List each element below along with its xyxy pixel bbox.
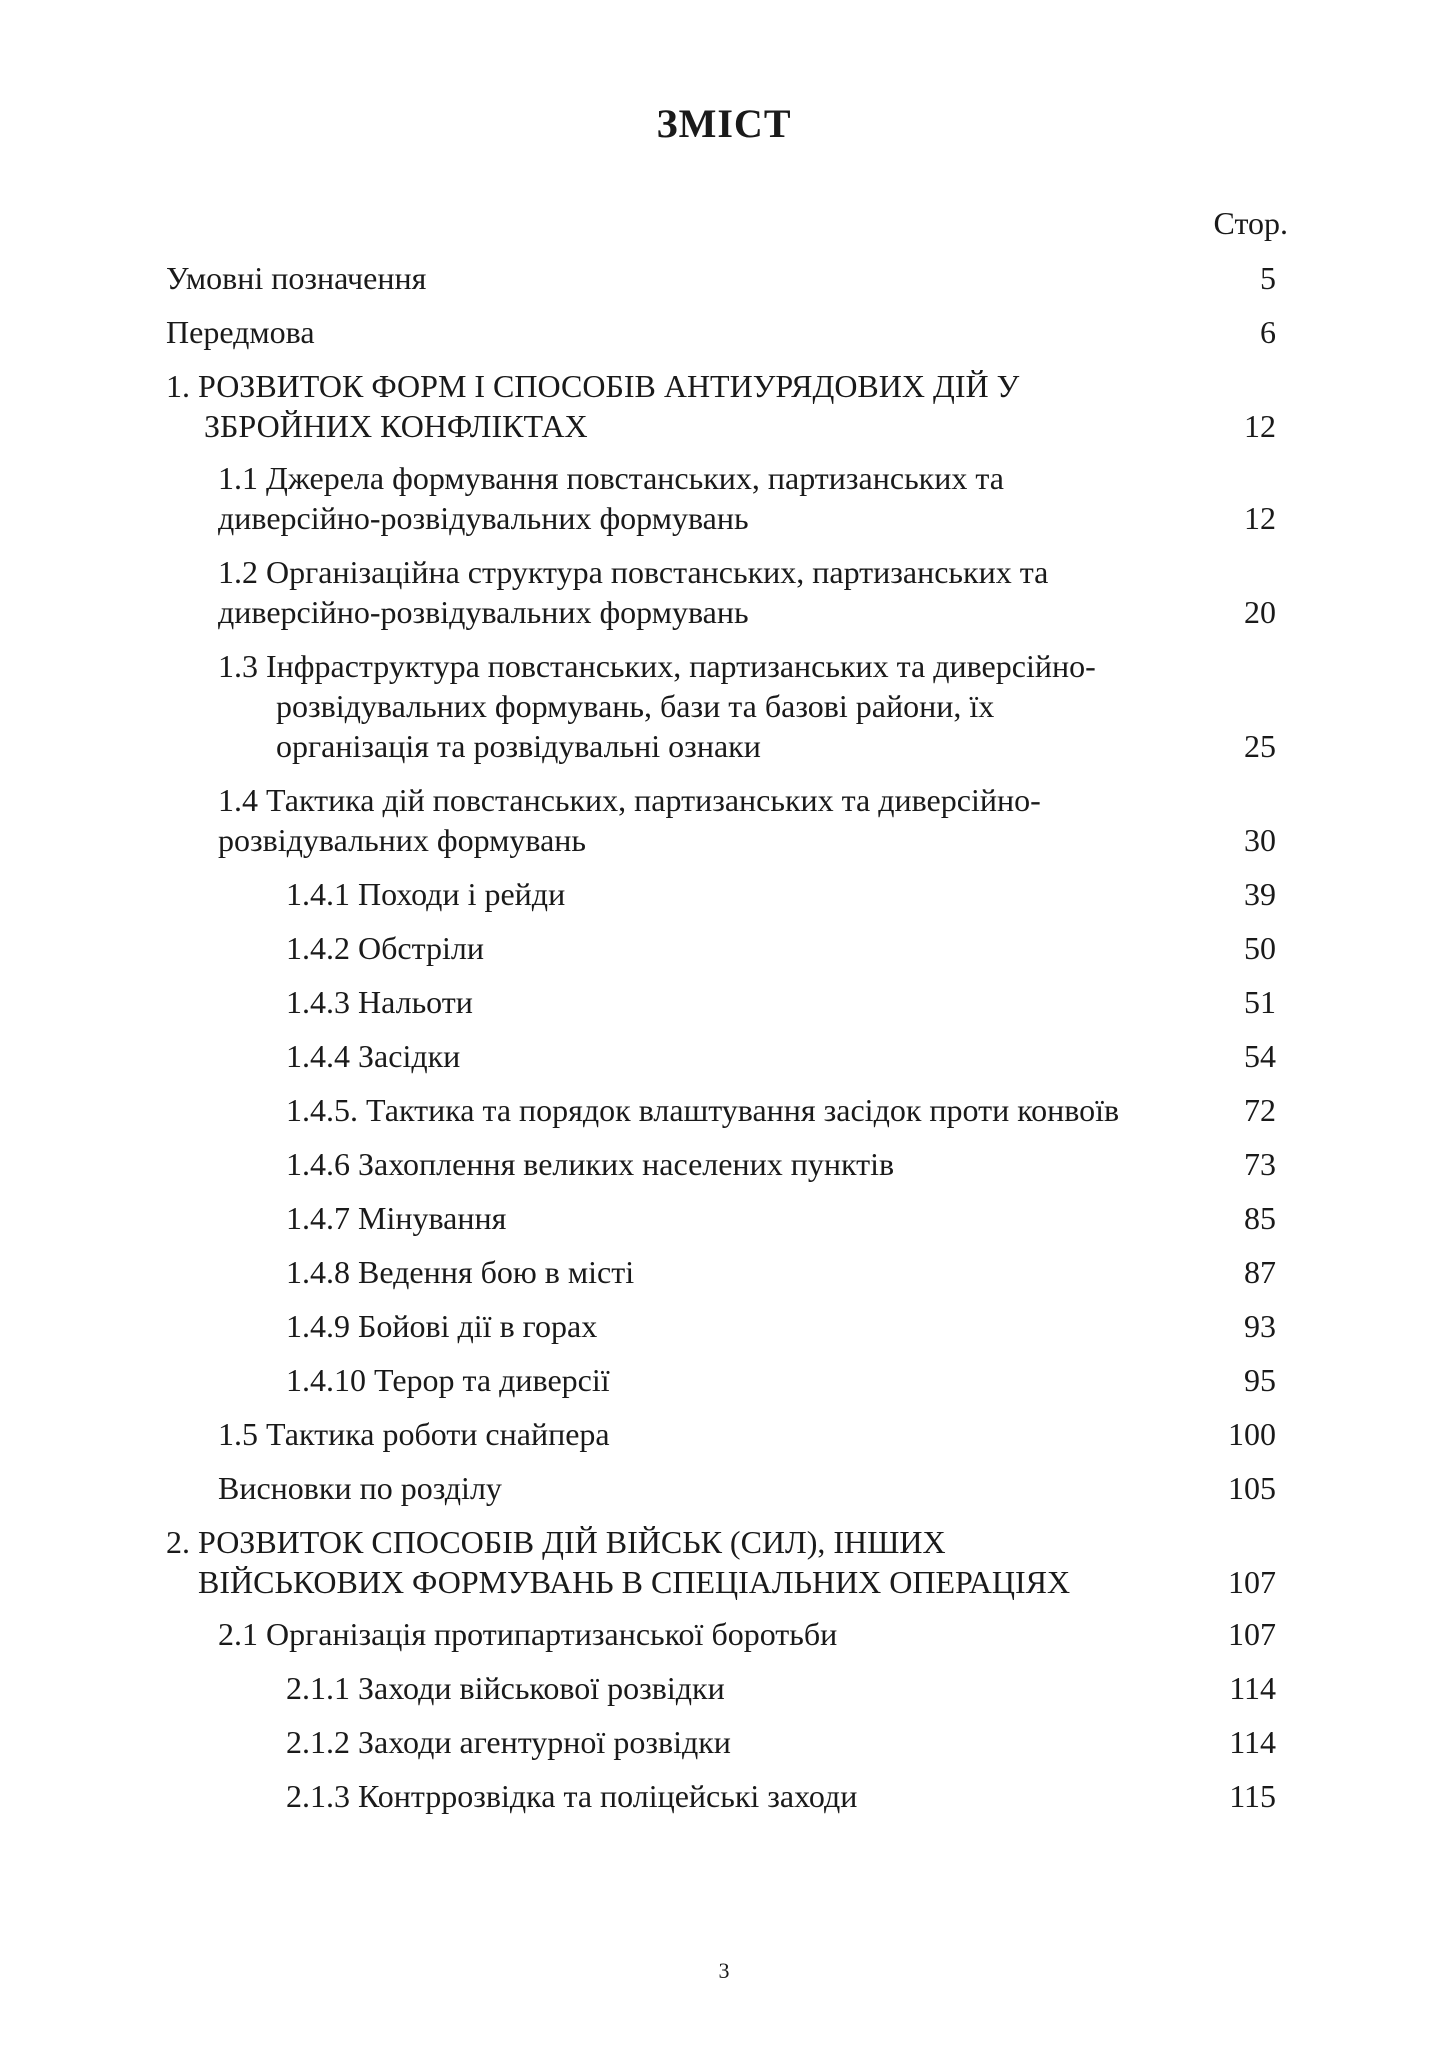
toc-entry[interactable] [0, 258, 1448, 298]
toc-entry-title-line: розвідувальних формувань, бази та базові райони, їх [276, 688, 995, 724]
toc-entry[interactable] [0, 1722, 1448, 1762]
toc-entry[interactable] [0, 366, 1448, 446]
toc-entry-title-line: 1.4.3 Нальоти [286, 984, 473, 1020]
toc-entry-title-line: ВІЙСЬКОВИХ ФОРМУВАНЬ В СПЕЦІАЛЬНИХ ОПЕРАЦІЯХ [198, 1564, 1071, 1600]
toc-entry-page-number: 115 [1229, 1778, 1276, 1814]
toc-entry[interactable] [0, 1198, 1448, 1238]
toc-entry-title-line: 1.5 Тактика роботи снайпера [218, 1416, 610, 1452]
toc-entry[interactable] [0, 1306, 1448, 1346]
toc-entry-title-line: 1.2 Організаційна структура повстанських, партизанських та [218, 554, 1049, 590]
toc-entry-title-line: 1.4.6 Захоплення великих населених пунктів [286, 1146, 895, 1182]
toc-entry-title-line: 1.4.1 Походи і рейди [286, 876, 566, 912]
toc-entry-title-line: Передмова [166, 314, 315, 350]
toc-entry-page-number: 12 [1244, 408, 1276, 444]
toc-entry-page-number: 25 [1244, 728, 1276, 764]
toc-entry-title-line: 1.4.7 Мінування [286, 1200, 507, 1236]
toc-entry-title-line: розвідувальних формувань [218, 822, 587, 858]
toc-entry-title-line: 1. РОЗВИТОК ФОРМ І СПОСОБІВ АНТИУРЯДОВИХ ДІЙ У [166, 368, 1020, 404]
toc-entry[interactable] [0, 1360, 1448, 1400]
toc-entry[interactable] [0, 552, 1448, 632]
toc-entry[interactable] [0, 982, 1448, 1022]
toc-entry[interactable] [0, 1614, 1448, 1654]
toc-entry[interactable] [0, 874, 1448, 914]
toc-entry-page-number: 30 [1244, 822, 1276, 858]
toc-entry[interactable] [0, 1414, 1448, 1454]
toc-entry[interactable] [0, 312, 1448, 352]
toc-entry-page-number: 114 [1229, 1670, 1276, 1706]
toc-entry-title-line: 1.4.10 Терор та диверсії [286, 1362, 610, 1398]
toc-entry-title-line: 1.1 Джерела формування повстанських, партизанських та [218, 460, 1004, 496]
toc-entry[interactable] [0, 1776, 1448, 1816]
toc-entry-title-line: ЗБРОЙНИХ КОНФЛІКТАХ [204, 408, 588, 444]
toc-entry-title-line: диверсійно-розвідувальних формувань [218, 594, 749, 630]
toc-entry-page-number: 107 [1228, 1616, 1276, 1652]
toc-entry-title-line: 1.4.9 Бойові дії в горах [286, 1308, 598, 1344]
toc-entry-page-number: 100 [1228, 1416, 1276, 1452]
toc-entry-title-line: диверсійно-розвідувальних формувань [218, 500, 749, 536]
toc-entry-page-number: 87 [1244, 1254, 1276, 1290]
toc-entry-page-number: 5 [1260, 260, 1276, 296]
toc-entry[interactable] [0, 1252, 1448, 1292]
toc-entry-page-number: 39 [1244, 876, 1276, 912]
toc-entry-title-line: 1.4.2 Обстріли [286, 930, 484, 966]
toc-entry[interactable] [0, 646, 1448, 766]
toc-entry[interactable] [0, 1090, 1448, 1130]
toc-entry-page-number: 6 [1260, 314, 1276, 350]
page-title: ЗМІСТ [656, 101, 792, 146]
toc-entry-page-number: 72 [1244, 1092, 1276, 1128]
toc-entry-title-line: 2.1.3 Контррозвідка та поліцейські заходи [286, 1778, 858, 1814]
toc-entry-title-line: 1.4 Тактика дій повстанських, партизанських та диверсійно- [218, 782, 1041, 818]
toc-entry-page-number: 93 [1244, 1308, 1276, 1344]
toc-entry[interactable] [0, 1036, 1448, 1076]
toc-entry[interactable] [0, 1668, 1448, 1708]
toc-entry-title-line: 2.1 Організація протипартизанської боротьби [218, 1616, 838, 1652]
toc-entry-page-number: 95 [1244, 1362, 1276, 1398]
toc-entry[interactable] [0, 780, 1448, 860]
page-column-header: Стор. [1213, 205, 1288, 241]
toc-entry-page-number: 107 [1228, 1564, 1276, 1600]
toc-entry-page-number: 12 [1244, 500, 1276, 536]
toc-entry[interactable] [0, 1522, 1448, 1602]
toc-entry-title-line: Висновки по розділу [218, 1470, 502, 1506]
toc-entry[interactable] [0, 1144, 1448, 1184]
footer-page-number: 3 [718, 1958, 730, 1983]
toc-entry[interactable] [0, 1468, 1448, 1508]
toc-entry-page-number: 105 [1228, 1470, 1276, 1506]
toc-entry-title-line: 1.4.4 Засідки [286, 1038, 461, 1074]
toc-entry-page-number: 54 [1244, 1038, 1276, 1074]
toc-entry-page-number: 85 [1244, 1200, 1276, 1236]
toc-entry-page-number: 51 [1244, 984, 1276, 1020]
toc-entry-title-line: 1.4.8 Ведення бою в місті [286, 1254, 635, 1290]
toc-entry-page-number: 114 [1229, 1724, 1276, 1760]
toc-entry-page-number: 50 [1244, 930, 1276, 966]
toc-entry[interactable] [0, 928, 1448, 968]
toc-entry-title-line: 1.4.5. Тактика та порядок влаштування засідок проти конвоїв [286, 1092, 1120, 1128]
toc-entry[interactable] [0, 458, 1448, 538]
toc-entry-title-line: 2.1.2 Заходи агентурної розвідки [286, 1724, 731, 1760]
toc-entry-title-line: 1.3 Інфраструктура повстанських, партизанських та диверсійно- [218, 648, 1096, 684]
toc-entry-title-line: 2. РОЗВИТОК СПОСОБІВ ДІЙ ВІЙСЬК (СИЛ), ІНШИХ [166, 1524, 946, 1560]
toc-entry-title-line: організація та розвідувальні ознаки [276, 728, 761, 764]
toc-entry-title-line: 2.1.1 Заходи військової розвідки [286, 1670, 725, 1706]
toc-entry-page-number: 73 [1244, 1146, 1276, 1182]
toc-entry-title-line: Умовні позначення [166, 260, 427, 296]
toc-entry-page-number: 20 [1244, 594, 1276, 630]
